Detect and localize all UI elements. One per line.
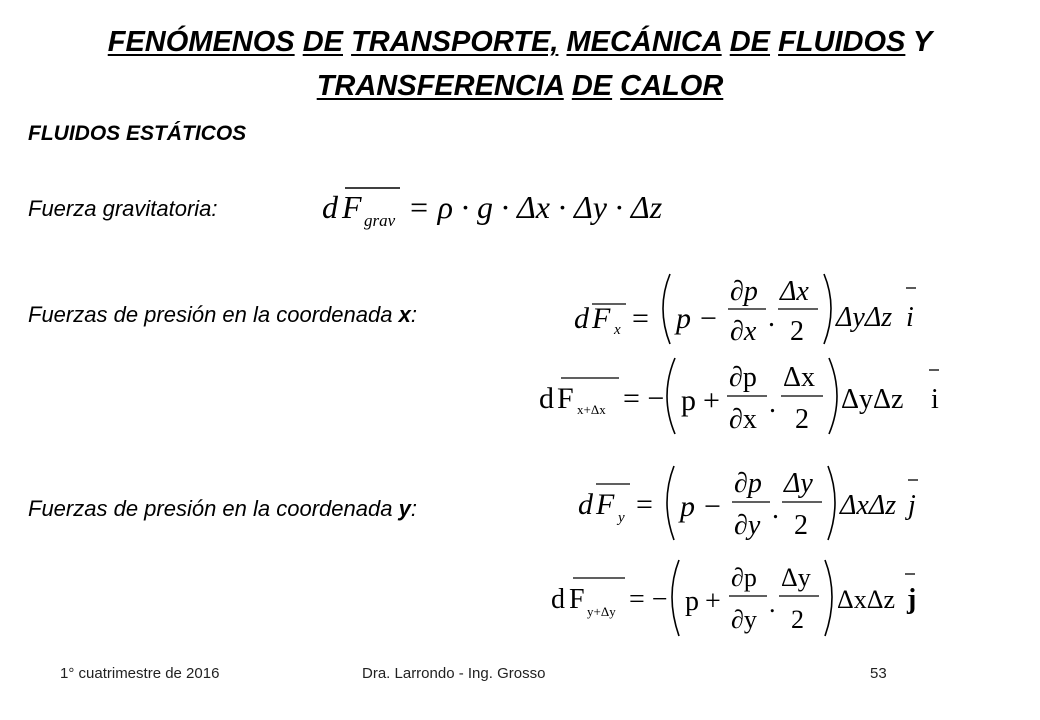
eq-sub: grav bbox=[364, 211, 396, 230]
eq-sub: x bbox=[614, 322, 621, 338]
eq-tail: ΔxΔz bbox=[837, 585, 895, 614]
eq-op: − bbox=[700, 302, 717, 335]
title-line-2 bbox=[40, 64, 1000, 108]
eq-dot: . bbox=[768, 302, 775, 333]
eq-tail: ΔxΔz bbox=[840, 490, 897, 521]
eq-sign: = bbox=[636, 488, 653, 521]
right-paren bbox=[829, 358, 837, 434]
slide-title bbox=[40, 20, 1000, 108]
eq-sign: = − bbox=[623, 382, 665, 415]
eq-op: + bbox=[705, 586, 721, 617]
eq-sub: y+Δy bbox=[587, 604, 616, 619]
eq-dnum: Δx bbox=[783, 362, 816, 393]
right-paren bbox=[824, 274, 831, 344]
eq-dvar: ∂x bbox=[729, 404, 757, 435]
eq-dden: 2 bbox=[791, 605, 804, 634]
right-paren bbox=[828, 466, 835, 540]
eq-p: p bbox=[680, 490, 695, 523]
eq-sign: = − bbox=[629, 584, 668, 615]
title-word: DE bbox=[571, 70, 613, 102]
eq-op: + bbox=[703, 384, 720, 417]
title-word: DE bbox=[729, 26, 771, 58]
eq-dp: ∂p bbox=[731, 563, 757, 592]
eq-F: F bbox=[596, 488, 615, 521]
eq-unit: i bbox=[906, 302, 914, 333]
eq-dp: ∂p bbox=[729, 362, 757, 393]
label-pressure-y bbox=[28, 496, 417, 522]
eq-unit: j bbox=[908, 490, 916, 521]
left-paren bbox=[667, 358, 675, 434]
eq-dvar: ∂x bbox=[730, 316, 757, 347]
title-word: MECÁNICA bbox=[566, 26, 722, 58]
eq-op: − bbox=[704, 490, 721, 523]
eq-F: F bbox=[569, 584, 585, 615]
label-gravity: Fuerza gravitatoria: bbox=[28, 196, 218, 221]
eq-d: d bbox=[578, 488, 593, 521]
label-pressure-x bbox=[28, 302, 417, 328]
footer-page-number: 53 bbox=[870, 665, 887, 682]
eq-dot: . bbox=[769, 589, 776, 618]
label-colon: : bbox=[410, 496, 417, 521]
eq-p: p bbox=[676, 302, 691, 335]
eq-sub: y bbox=[618, 510, 625, 526]
eq-dden: 2 bbox=[795, 404, 809, 435]
right-paren bbox=[825, 560, 832, 636]
left-paren bbox=[667, 466, 674, 540]
eq-dot: . bbox=[772, 494, 779, 525]
equation-force-y bbox=[574, 462, 934, 546]
eq-dp: ∂p bbox=[734, 468, 762, 499]
title-word: TRANSFERENCIA bbox=[316, 70, 564, 102]
eq-dnum: Δy bbox=[784, 468, 813, 499]
label-var: y bbox=[398, 496, 411, 521]
eq-dvar: ∂y bbox=[734, 510, 761, 541]
eq-d: d bbox=[322, 189, 338, 225]
footer-term: 1° cuatrimestre de 2016 bbox=[60, 665, 220, 682]
eq-F: F bbox=[592, 302, 611, 335]
eq-p: p bbox=[681, 384, 696, 417]
eq-unit: j bbox=[907, 584, 917, 615]
eq-dden: 2 bbox=[790, 316, 804, 347]
eq-d: d bbox=[539, 382, 554, 415]
label-text: Fuerzas de presión en la coordenada bbox=[28, 496, 399, 521]
title-word: CALOR bbox=[620, 70, 724, 102]
label-colon: : bbox=[410, 302, 417, 327]
eq-sign: = bbox=[632, 302, 649, 335]
left-paren bbox=[663, 274, 670, 344]
eq-dvar: ∂y bbox=[731, 605, 757, 634]
label-text: Fuerzas de presión en la coordenada bbox=[28, 302, 399, 327]
section-heading: FLUIDOS ESTÁTICOS bbox=[28, 122, 247, 145]
eq-sub: x+Δx bbox=[577, 402, 606, 417]
left-paren bbox=[672, 560, 679, 636]
title-word: DE bbox=[302, 26, 343, 58]
eq-p: p bbox=[685, 586, 699, 617]
eq-dden: 2 bbox=[794, 510, 808, 541]
equation-force-y-dy bbox=[547, 556, 947, 640]
eq-dot: . bbox=[769, 388, 776, 419]
eq-dnum: Δy bbox=[781, 563, 811, 592]
eq-F: F bbox=[557, 382, 574, 415]
title-line-1 bbox=[40, 20, 1000, 64]
eq-dp: ∂p bbox=[730, 276, 758, 307]
equation-force-x bbox=[570, 268, 930, 348]
eq-d: d bbox=[574, 302, 589, 335]
footer-authors: Dra. Larrondo - Ing. Grosso bbox=[362, 665, 546, 682]
title-word: FLUIDOS bbox=[778, 26, 906, 58]
eq-unit: i bbox=[931, 384, 939, 415]
eq-F: F bbox=[342, 189, 362, 225]
eq-d: d bbox=[551, 584, 565, 615]
eq-tail: ΔyΔz bbox=[841, 384, 904, 415]
equation-force-x-dx bbox=[535, 354, 955, 438]
title-word: Y bbox=[912, 26, 933, 58]
title-word: FENÓMENOS bbox=[107, 26, 295, 58]
eq-tail: ΔyΔz bbox=[836, 302, 893, 333]
label-var: x bbox=[398, 302, 411, 327]
equation-gravity bbox=[322, 182, 662, 232]
title-word: TRANSPORTE, bbox=[351, 26, 559, 58]
eq-dnum: Δx bbox=[780, 276, 809, 307]
eq-rhs: = ρ · g · Δx · Δy · Δz bbox=[408, 189, 663, 225]
